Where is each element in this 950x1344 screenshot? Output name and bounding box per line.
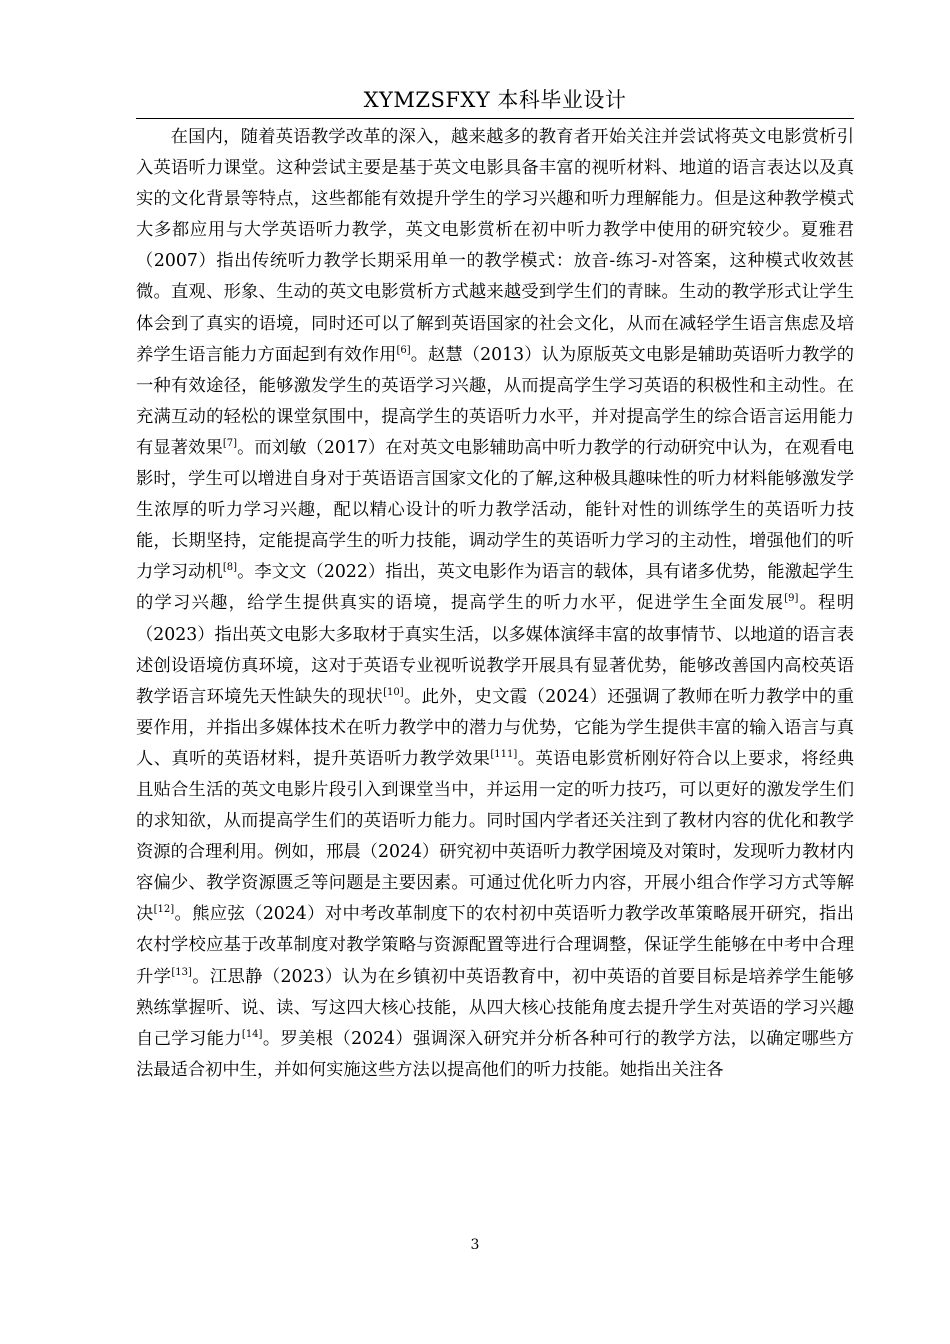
paragraph-text: 。江思静（2023）认为在乡镇初中英语教育中，初中英语的首要目标是培养学生能够熟练掌握听、说、读、写这四大核心技能，从四大核心技能角度去提升学生对英语的学习兴趣自己学习能力 (136, 966, 854, 1049)
paragraph-text: 。而刘敏（2017）在对英文电影辅助高中听力教学的行动研究中认为，在观看电影时，学生可以增进自身对于英语语言国家文化的了解,这种极具趣味性的听力材料能够激发学生浓厚的听力学习兴趣，配以精心设计的听力教学活动，能针对性的训练学生的英语听力技能，长期坚持，定能提高学生的听力技能，调动学生的英语听力学习的主动性，增强他们的听力学习动机 (136, 437, 854, 583)
paragraph-text: 。李文文（2022）指出，英文电影作为语言的载体，具有诸多优势，能激起学生的学习兴趣，给学生提供真实的语境，提高学生的听力水平，促进学生全面发展 (136, 562, 854, 614)
body-paragraph (136, 122, 854, 1086)
header-rule (136, 118, 854, 119)
citation-ref: [8] (222, 562, 237, 574)
paragraph-text: 。程明（2023）指出英文电影大多取材于真实生活，以多媒体演绎丰富的故事情节、以地道的语言表述创设语境仿真环境，这对于英语专业视听说教学开展具有显著优势，能够改善国内高校英语教学语言环境先天性缺失的现状 (136, 593, 854, 707)
citation-ref: [6] (396, 344, 411, 356)
paragraph-text: 。赵慧（2013）认为原版英文电影是辅助英语听力教学的一种有效途径，能够激发学生的英语学习兴趣，从而提高学生学习英语的积极性和主动性。在充满互动的轻松的课堂氛围中，提高学生的英语听力水平，并对提高学生的综合语言运用能力有显著效果 (136, 344, 854, 458)
citation-ref: [10] (383, 686, 404, 698)
citation-ref: [9] (784, 593, 799, 605)
page-header: XYMZSFXY 本科毕业设计 (363, 88, 627, 112)
paragraph-text: 。英语电影赏析刚好符合以上要求，将经典且贴合生活的英文电影片段引入到课堂当中，并运用一定的听力技巧，可以更好的激发学生们的求知欲，从而提高学生们的英语听力能力。同时国内学者还关注到了教材内容的优化和教学资源的合理利用。例如，邢晨（2024）研究初中英语听力教学困境及对策时，发现听力教材内容偏少、教学资源匮乏等问题是主要因素。可通过优化听力内容，开展小组合作学习方式等解决 (136, 748, 854, 925)
paragraph-text: 。罗美根（2024）强调深入研究并分析各种可行的教学方法，以确定哪些方法最适合初中生，并如何实施这些方法以提高他们的听力技能。她指出关注各 (136, 1028, 854, 1080)
paragraph-text: 在国内，随着英语教学改革的深入，越来越多的教育者开始关注并尝试将英文电影赏析引入英语听力课堂。这种尝试主要是基于英文电影具备丰富的视听材料、地道的语言表达以及真实的文化背景等特点，这些都能有效提升学生的学习兴趣和听力理解能力。但是这种教学模式大多都应用与大学英语听力教学，英文电影赏析在初中听力教学中使用的研究较少。夏雅君（2007）指出传统听力教学长期采用单一的教学模式：放音-练习-对答案，这种模式收效甚微。直观、形象、生动的英文电影赏析方式越来越受到学生们的青睐。生动的教学形式让学生体会到了真实的语境，同时还可以了解到英语国家的社会文化，从而在减轻学生语言焦虑及培养学生语言能力方面起到有效作用 (136, 127, 854, 365)
citation-ref: [111] (490, 748, 518, 760)
page-number: 3 (470, 1237, 480, 1253)
citation-ref: [12] (153, 904, 175, 916)
paragraph-text: 。熊应弦（2024）对中考改革制度下的农村初中英语听力教学改革策略展开研究，指出农村学校应基于改革制度对教学策略与资源配置等进行合理调整，保证学生能够在中考中合理升学 (136, 904, 854, 987)
citation-ref: [7] (222, 437, 237, 449)
paragraph-text: 。此外，史文霞（2024）还强调了教师在听力教学中的重要作用，并指出多媒体技术在听力教学中的潜力与优势，它能为学生提供丰富的输入语言与真人、真听的英语材料，提升英语听力教学效果 (136, 686, 854, 769)
citation-ref: [14] (241, 1028, 263, 1040)
citation-ref: [13] (171, 966, 192, 978)
